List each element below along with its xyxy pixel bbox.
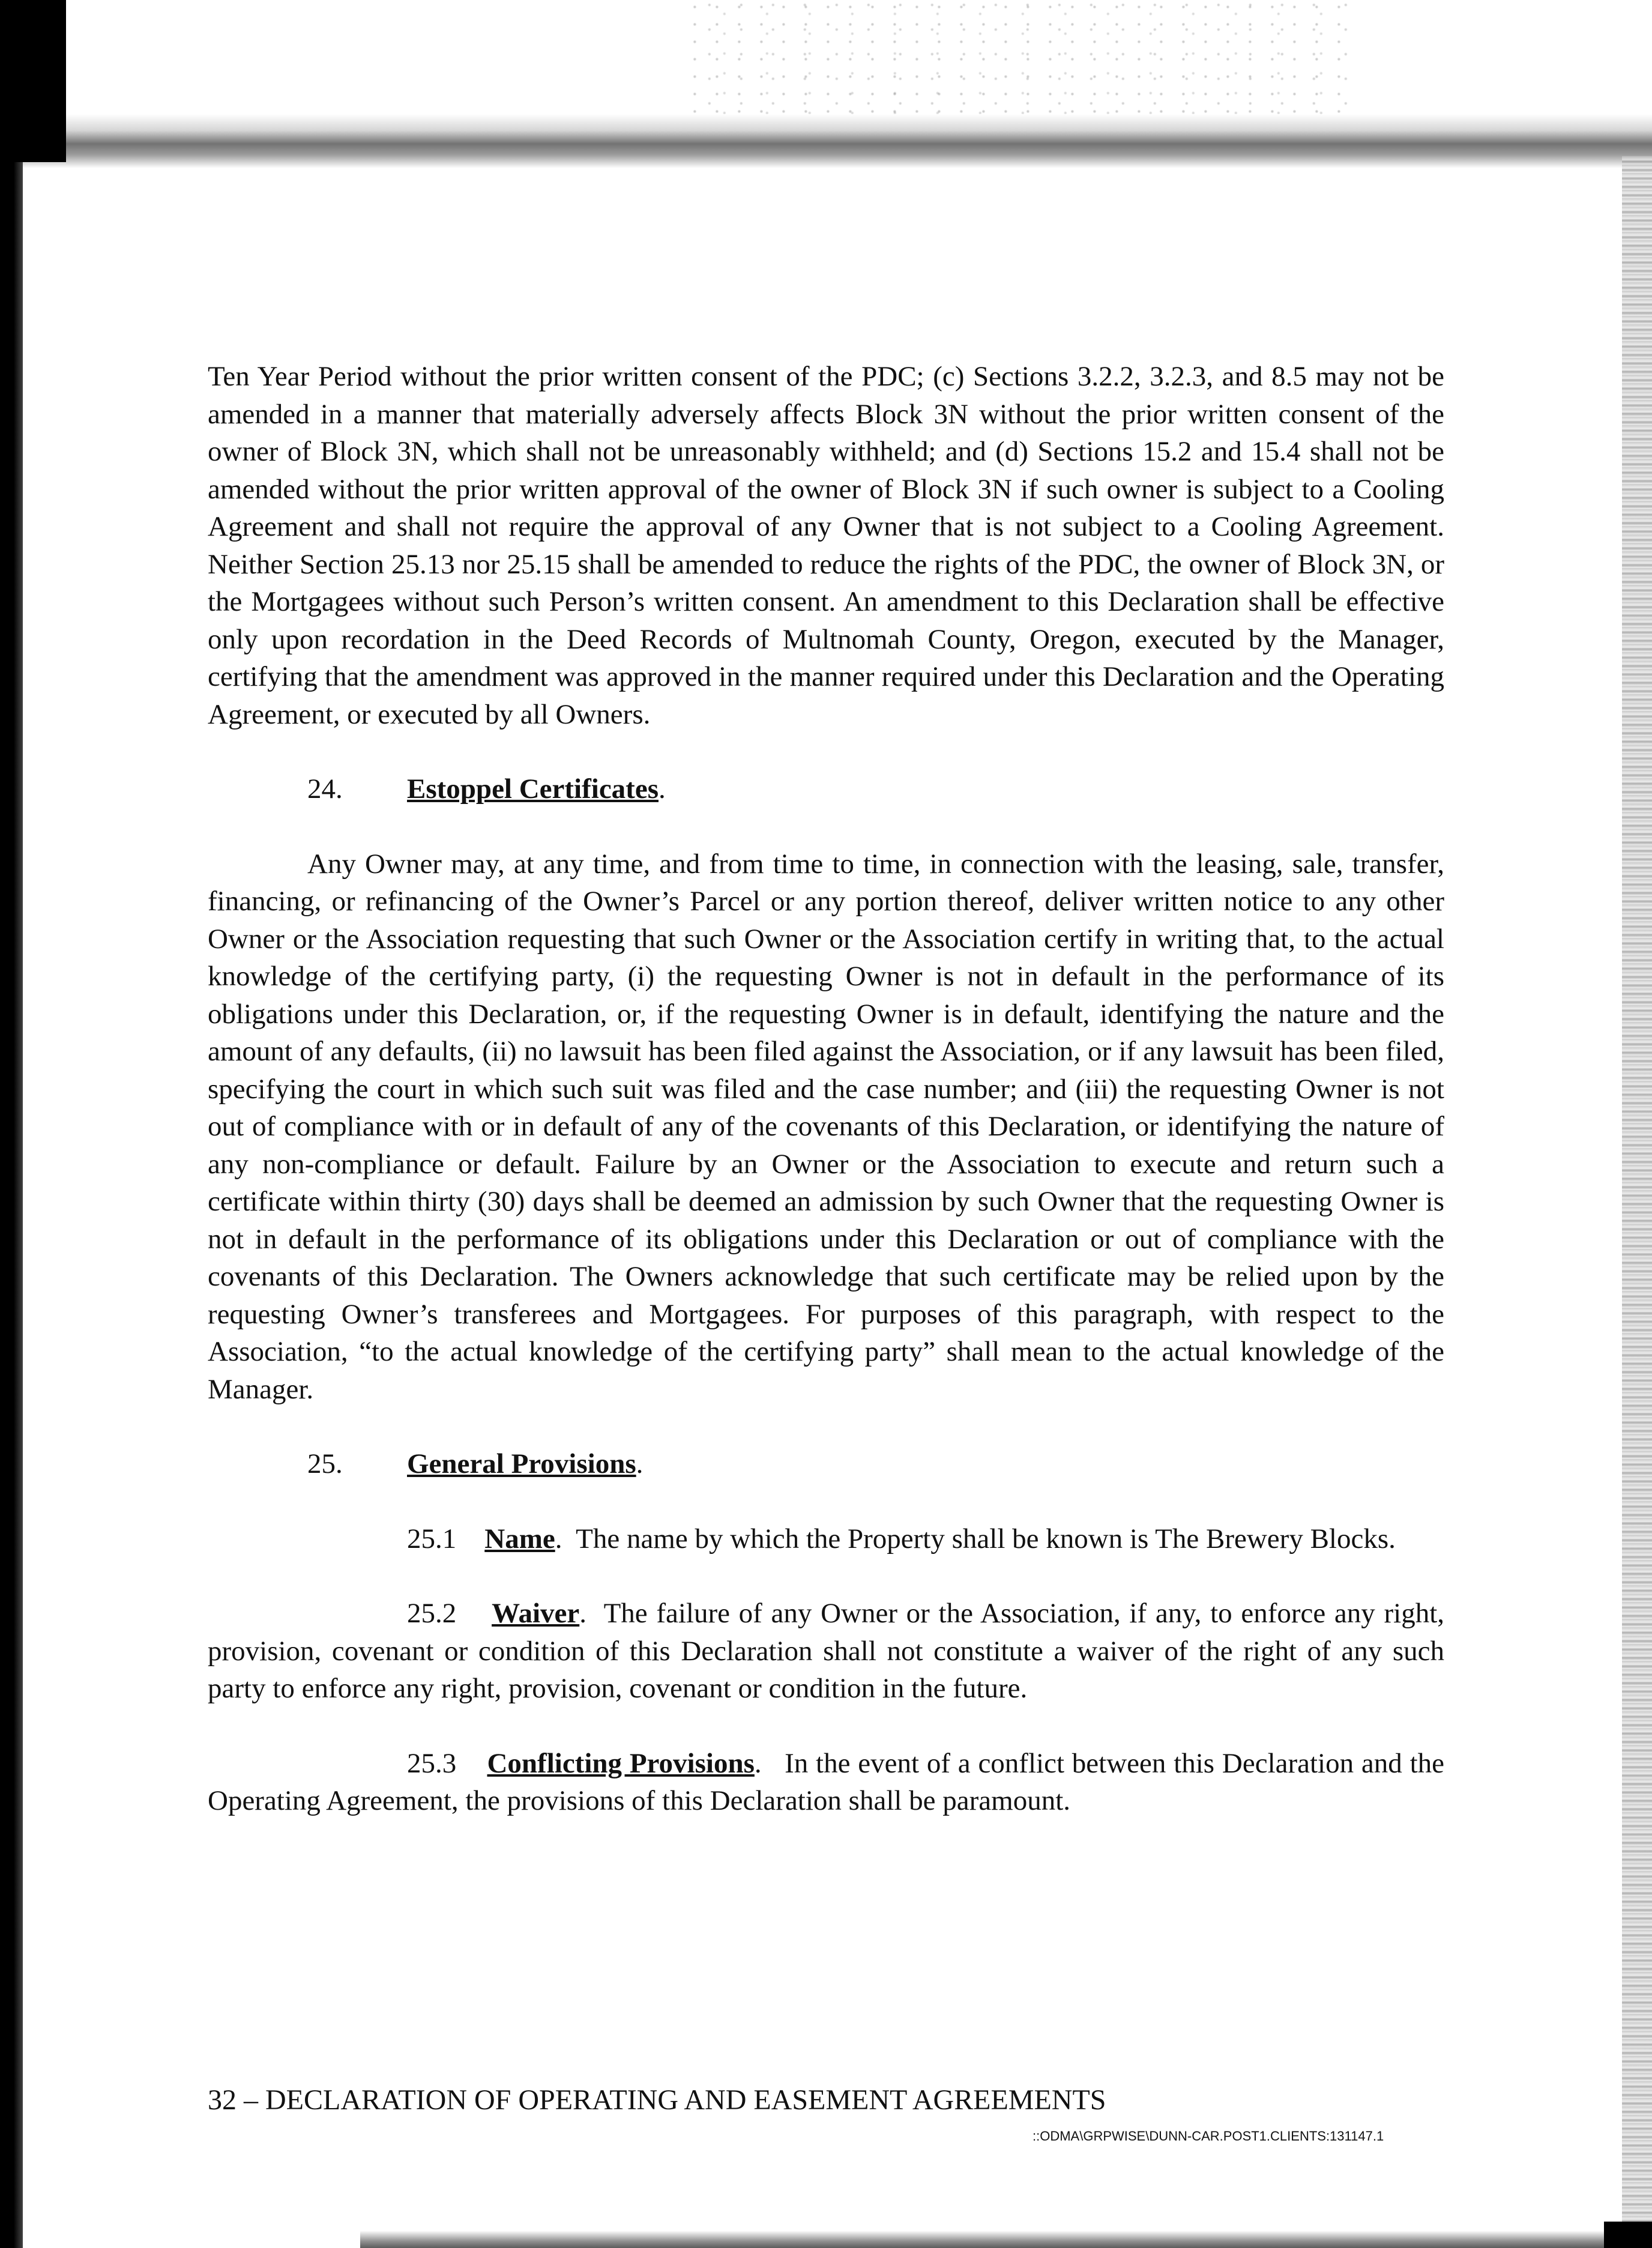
scan-top-shadow	[0, 114, 1652, 168]
subsection-body: The failure of any Owner or the Association, if any, to enforce any right, provision, covenant or condition of this Declaration shall not constitute a waiver of the right of any such party to enforce any right, provision, covenant or condition in the future.	[208, 1598, 1445, 1704]
section-title: Estoppel Certificates	[407, 773, 659, 805]
subsection-body: In the event of a conflict between this Declaration and the Operating Agreement, the provisions of this Declaration shall be paramount.	[208, 1747, 1444, 1816]
subsection-25-1: 25.1 Name. The name by which the Property shall be known is The Brewery Blocks.	[407, 1523, 1396, 1555]
subsection-25-2: 25.2 Waiver. The failure of any Owner or the Association, if any, to enforce any right, provision, covenant or condition of this Declaration shall not constitute a waiver of the right of any such party to enforce any right, provision, covenant or condition in the future.	[208, 1598, 1445, 1704]
scan-right-border	[1622, 156, 1652, 2248]
subsection-title: Conflicting Provisions	[487, 1747, 755, 1779]
section-24-heading: 24. Estoppel Certificates.	[208, 770, 1444, 808]
scan-left-corner	[0, 0, 66, 162]
continued-paragraph: Ten Year Period without the prior written consent of the PDC; (c) Sections 3.2.2, 3.2.3, and 8.5 may not be amended in a manner that materially adversely affects Block 3N without the prior written consent of the owner of Block 3N, which shall not be unreasonably withheld; and (d) Sections 15.2 and 15.4 shall not be amended without the prior written approval of the owner of Block 3N if such owner is subject to a Cooling Agreement and shall not require the approval of any Owner that is not subject to a Cooling Agreement. Neither Section 25.13 nor 25.15 shall be amended to reduce the rights of the PDC, the owner of Block 3N, or the Mortgagees without such Person’s written consent. An amendment to this Declaration shall be effective only upon recordation in the Deed Records of Multnomah County, Oregon, executed by the Manager, certifying that the amendment was approved in the manner required under this Declaration and the Operating Agreement, or executed by all Owners.	[208, 361, 1444, 730]
scan-left-border	[0, 0, 23, 2248]
section-25-heading: 25. General Provisions.	[208, 1445, 1444, 1483]
section-24-body: Any Owner may, at any time, and from time to time, in connection with the leasing, sale, transfer, financing, or refinancing of the Owner’s Parcel or any portion thereof, deliver written notice to any other Owner or the Association requesting that such Owner or the Association certify in writing that, to the actual knowledge of the certifying party, (i) the requesting Owner is not in default in the performance of its obligations under this Declaration, or, if the requesting Owner is in default, identifying the nature and the amount of any defaults, (ii) no lawsuit has been filed against the Association, or if any lawsuit has been filed, specifying the court in which such suit was filed and the case number; and (iii) the requesting Owner is not out of compliance with or in default of any of the covenants of this Declaration, or identifying the nature of any non-compliance or default. Failure by an Owner or the Association to execute and return such a certificate within thirty (30) days shall be deemed an admission by such Owner that the requesting Owner is not in default in the performance of its obligations under this Declaration or out of compliance with the covenants of this Declaration. The Owners acknowledge that such certificate may be relied upon by the requesting Owner’s transferees and Mortgagees. For purposes of this paragraph, with respect to the Association, “to the actual knowledge of the certifying party” shall mean to the actual knowledge of the Manager.	[208, 848, 1444, 1405]
section-number: 25.	[307, 1448, 343, 1479]
subsection-number: 25.2	[407, 1598, 457, 1629]
subsection-title: Name	[484, 1523, 555, 1555]
footer-document-path: ::ODMA\GRPWISE\DUNN-CAR.POST1.CLIENTS:131147.1	[1032, 2129, 1384, 2144]
subsection-title: Waiver	[492, 1598, 580, 1629]
subsection-25-3: 25.3 Conflicting Provisions. In the event of a conflict between this Declaration and the Operating Agreement, the provisions of this Declaration shall be paramount.	[208, 1747, 1444, 1816]
subsection-body: The name by which the Property shall be known is The Brewery Blocks.	[576, 1523, 1396, 1555]
document-body	[208, 358, 1444, 1820]
page-corner-mark	[1604, 2222, 1652, 2248]
scan-speckle-artifact	[690, 0, 1351, 120]
subsection-number: 25.1	[407, 1523, 457, 1555]
footer-title: 32 – DECLARATION OF OPERATING AND EASEMENT AGREEMENTS	[208, 2084, 1106, 2116]
subsection-number: 25.3	[407, 1747, 457, 1779]
section-title: General Provisions	[407, 1448, 636, 1479]
section-number: 24.	[307, 773, 343, 805]
scan-bottom-shadow	[360, 2231, 1652, 2248]
